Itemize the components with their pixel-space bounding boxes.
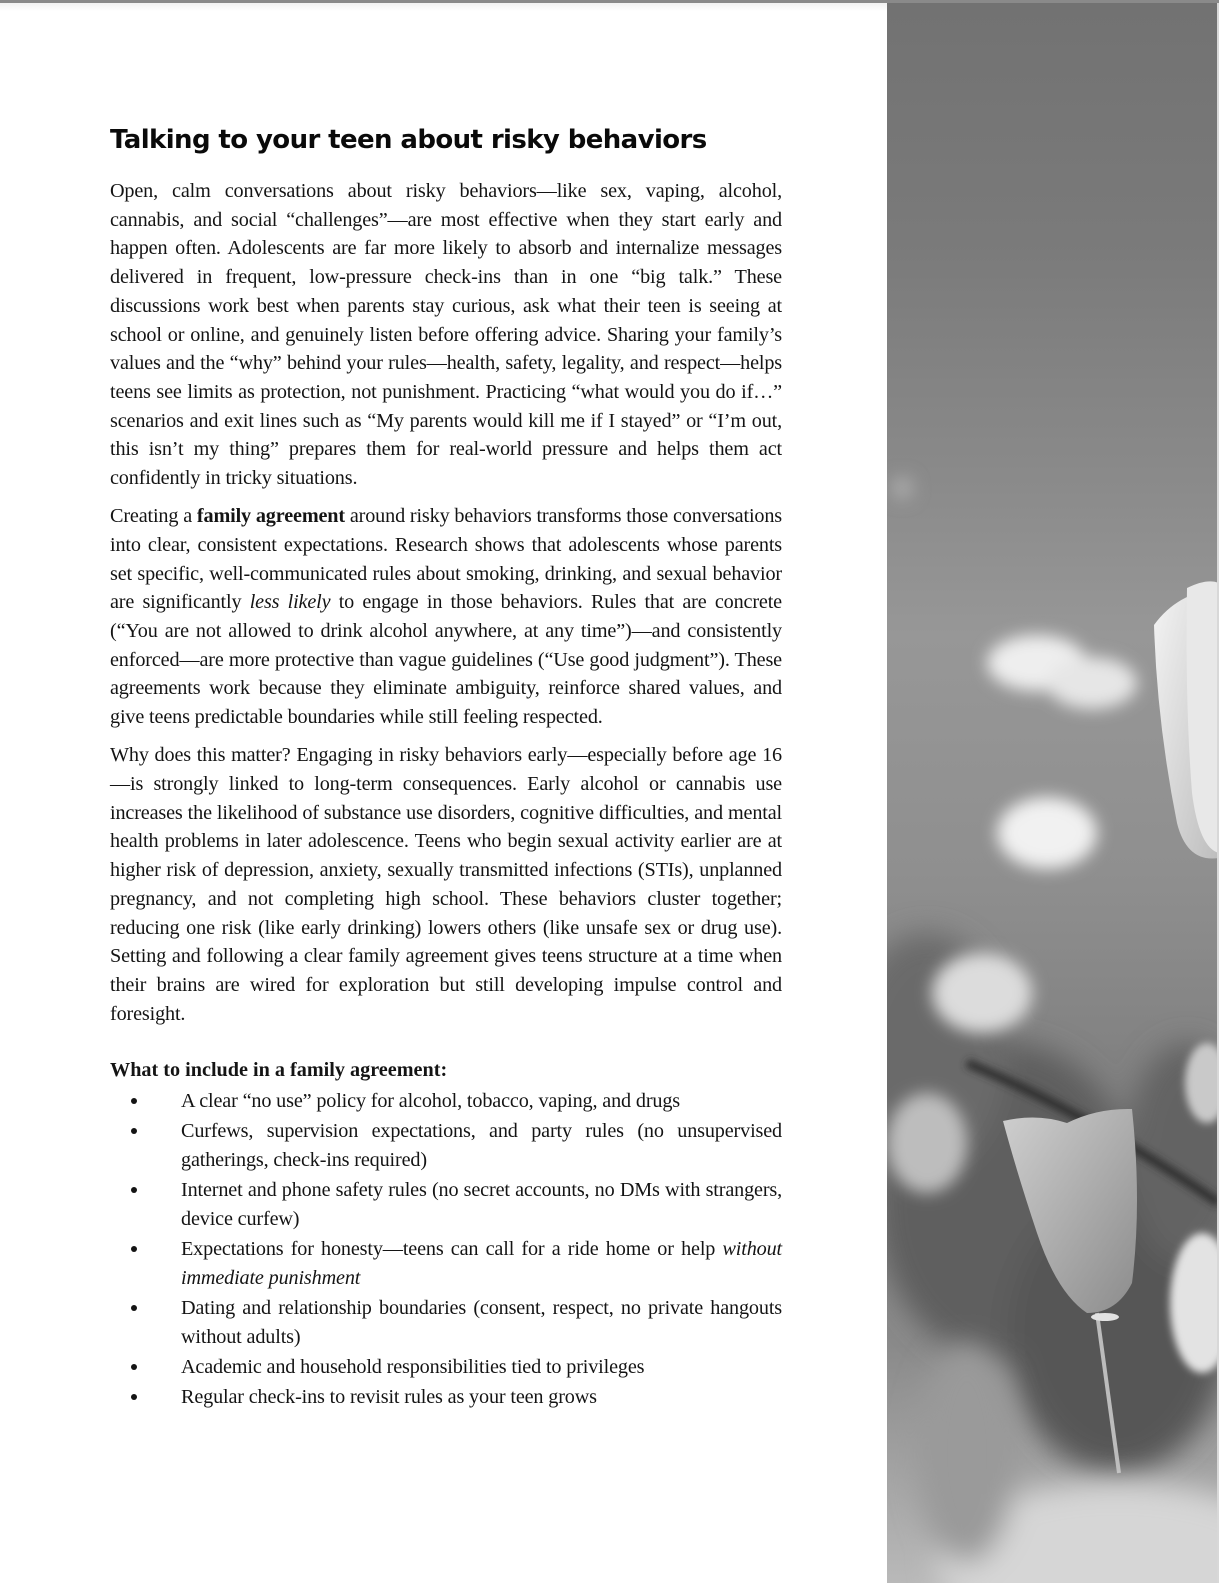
text-run: Expectations for honesty—teens can call for a ride home or help xyxy=(181,1238,723,1261)
text-run: Internet and phone safety rules (no secret accounts, no DMs with strangers, device curfew) xyxy=(181,1179,782,1230)
bullet-icon xyxy=(131,1305,137,1311)
bullet-icon xyxy=(131,1364,137,1370)
bullet-icon xyxy=(131,1394,137,1400)
top-shadow xyxy=(0,3,887,11)
text-run: Academic and household responsibilities tied to privileges xyxy=(181,1355,645,1378)
list-item-text xyxy=(181,1179,782,1230)
list-item-text xyxy=(181,1120,782,1171)
list-item xyxy=(110,1176,782,1233)
list-item-text xyxy=(181,1090,680,1112)
text-run: Creating a xyxy=(110,505,197,528)
list-item xyxy=(110,1235,782,1292)
list-item-text xyxy=(181,1356,644,1378)
paragraph-family-agreement xyxy=(110,502,782,732)
list-item xyxy=(110,1353,782,1382)
flower-photo xyxy=(887,3,1219,1583)
text-run: Why does this matter? Engaging in risky behaviors early—especially before age 16—is strongly linked to long-term consequences. Early alcohol or cannabis use increases the likelihood of substance use disorders, cognitive difficulties, and mental health problems in later adolescence. Teens who begin sexual activity earlier are at higher risk of depression, anxiety, sexually transmitted infections (STIs), unplanned pregnancy, and not completing high school. These behaviors cluster together; reducing one risk (like early drinking) lowers others (like unsafe sex or drug use). Setting and following a clear family agreement gives teens structure at a time when their brains are wired for exploration but still developing impulse control and foresight. xyxy=(110,744,782,1025)
page-title: Talking to your teen about risky behaviors xyxy=(110,125,707,155)
page-content xyxy=(110,120,782,1413)
window-top-border xyxy=(0,0,1219,3)
list-heading: What to include in a family agreement: xyxy=(110,1059,448,1082)
text-run: Regular check-ins to revisit rules as your teen grows xyxy=(181,1386,597,1409)
flower-photo-illustration xyxy=(887,3,1219,1583)
bold-text: family agreement xyxy=(196,505,345,528)
list-item xyxy=(110,1087,782,1116)
italic-text: less likely xyxy=(249,591,331,614)
agreement-list xyxy=(110,1087,782,1412)
bullet-icon xyxy=(131,1128,137,1134)
list-item xyxy=(110,1294,782,1351)
text-run: Dating and relationship boundaries (consent, respect, no private hangouts without adults) xyxy=(181,1297,782,1348)
bullet-icon xyxy=(131,1246,137,1252)
list-item-text xyxy=(181,1297,782,1348)
text-run: Open, calm conversations about risky behaviors—like sex, vaping, alcohol, cannabis, and social “challenges”—are most effective when they start early and happen often. Adolescents are far more likely to absorb and internalize messages delivered in frequent, low-pressure check-ins than in one “big talk.” These discussions work best when parents stay curious, ask what their teen is seeing at school or online, and genuinely listen before offering advice. Sharing your family’s values and the “why” behind your rules—health, safety, legality, and respect—helps teens see limits as protection, not punishment. Practicing “what would you do if…” scenarios and exit lines such as “My parents would kill me if I stayed” or “I’m out, this isn’t my thing” prepares them for real-world pressure and helps them act confidently in tricky situations. xyxy=(110,180,782,490)
text-run: around risky behaviors transforms those conversations into clear, consistent expectations. Research shows that adolescents whose parents set specific, well-communicated rules about smoking, drinking, and sexual behavior are significantly xyxy=(110,505,783,614)
text-run: A clear “no use” policy for alcohol, tobacco, vaping, and drugs xyxy=(181,1090,680,1113)
paragraph-intro xyxy=(110,177,782,493)
list-item-text xyxy=(181,1386,597,1408)
list-item-text xyxy=(181,1238,782,1289)
bullet-icon xyxy=(131,1187,137,1193)
text-run: to engage in those behaviors. Rules that are concrete (“You are not allowed to drink alcohol anywhere, at any time”)—and consistently enforced—are more protective than vague guidelines (“Use good judgment”). These agreements work because they eliminate ambiguity, reinforce shared values, and give teens predictable boundaries while still feeling respected. xyxy=(110,591,782,729)
bullet-icon xyxy=(131,1098,137,1104)
tulip-right xyxy=(1154,581,1219,858)
list-item xyxy=(110,1383,782,1412)
italic-text: without immediate punishment xyxy=(181,1238,782,1289)
paragraph-why-it-matters xyxy=(110,741,782,1028)
list-item xyxy=(110,1117,782,1174)
text-run: Curfews, supervision expectations, and party rules (no unsupervised gatherings, check-ins required) xyxy=(181,1120,782,1171)
